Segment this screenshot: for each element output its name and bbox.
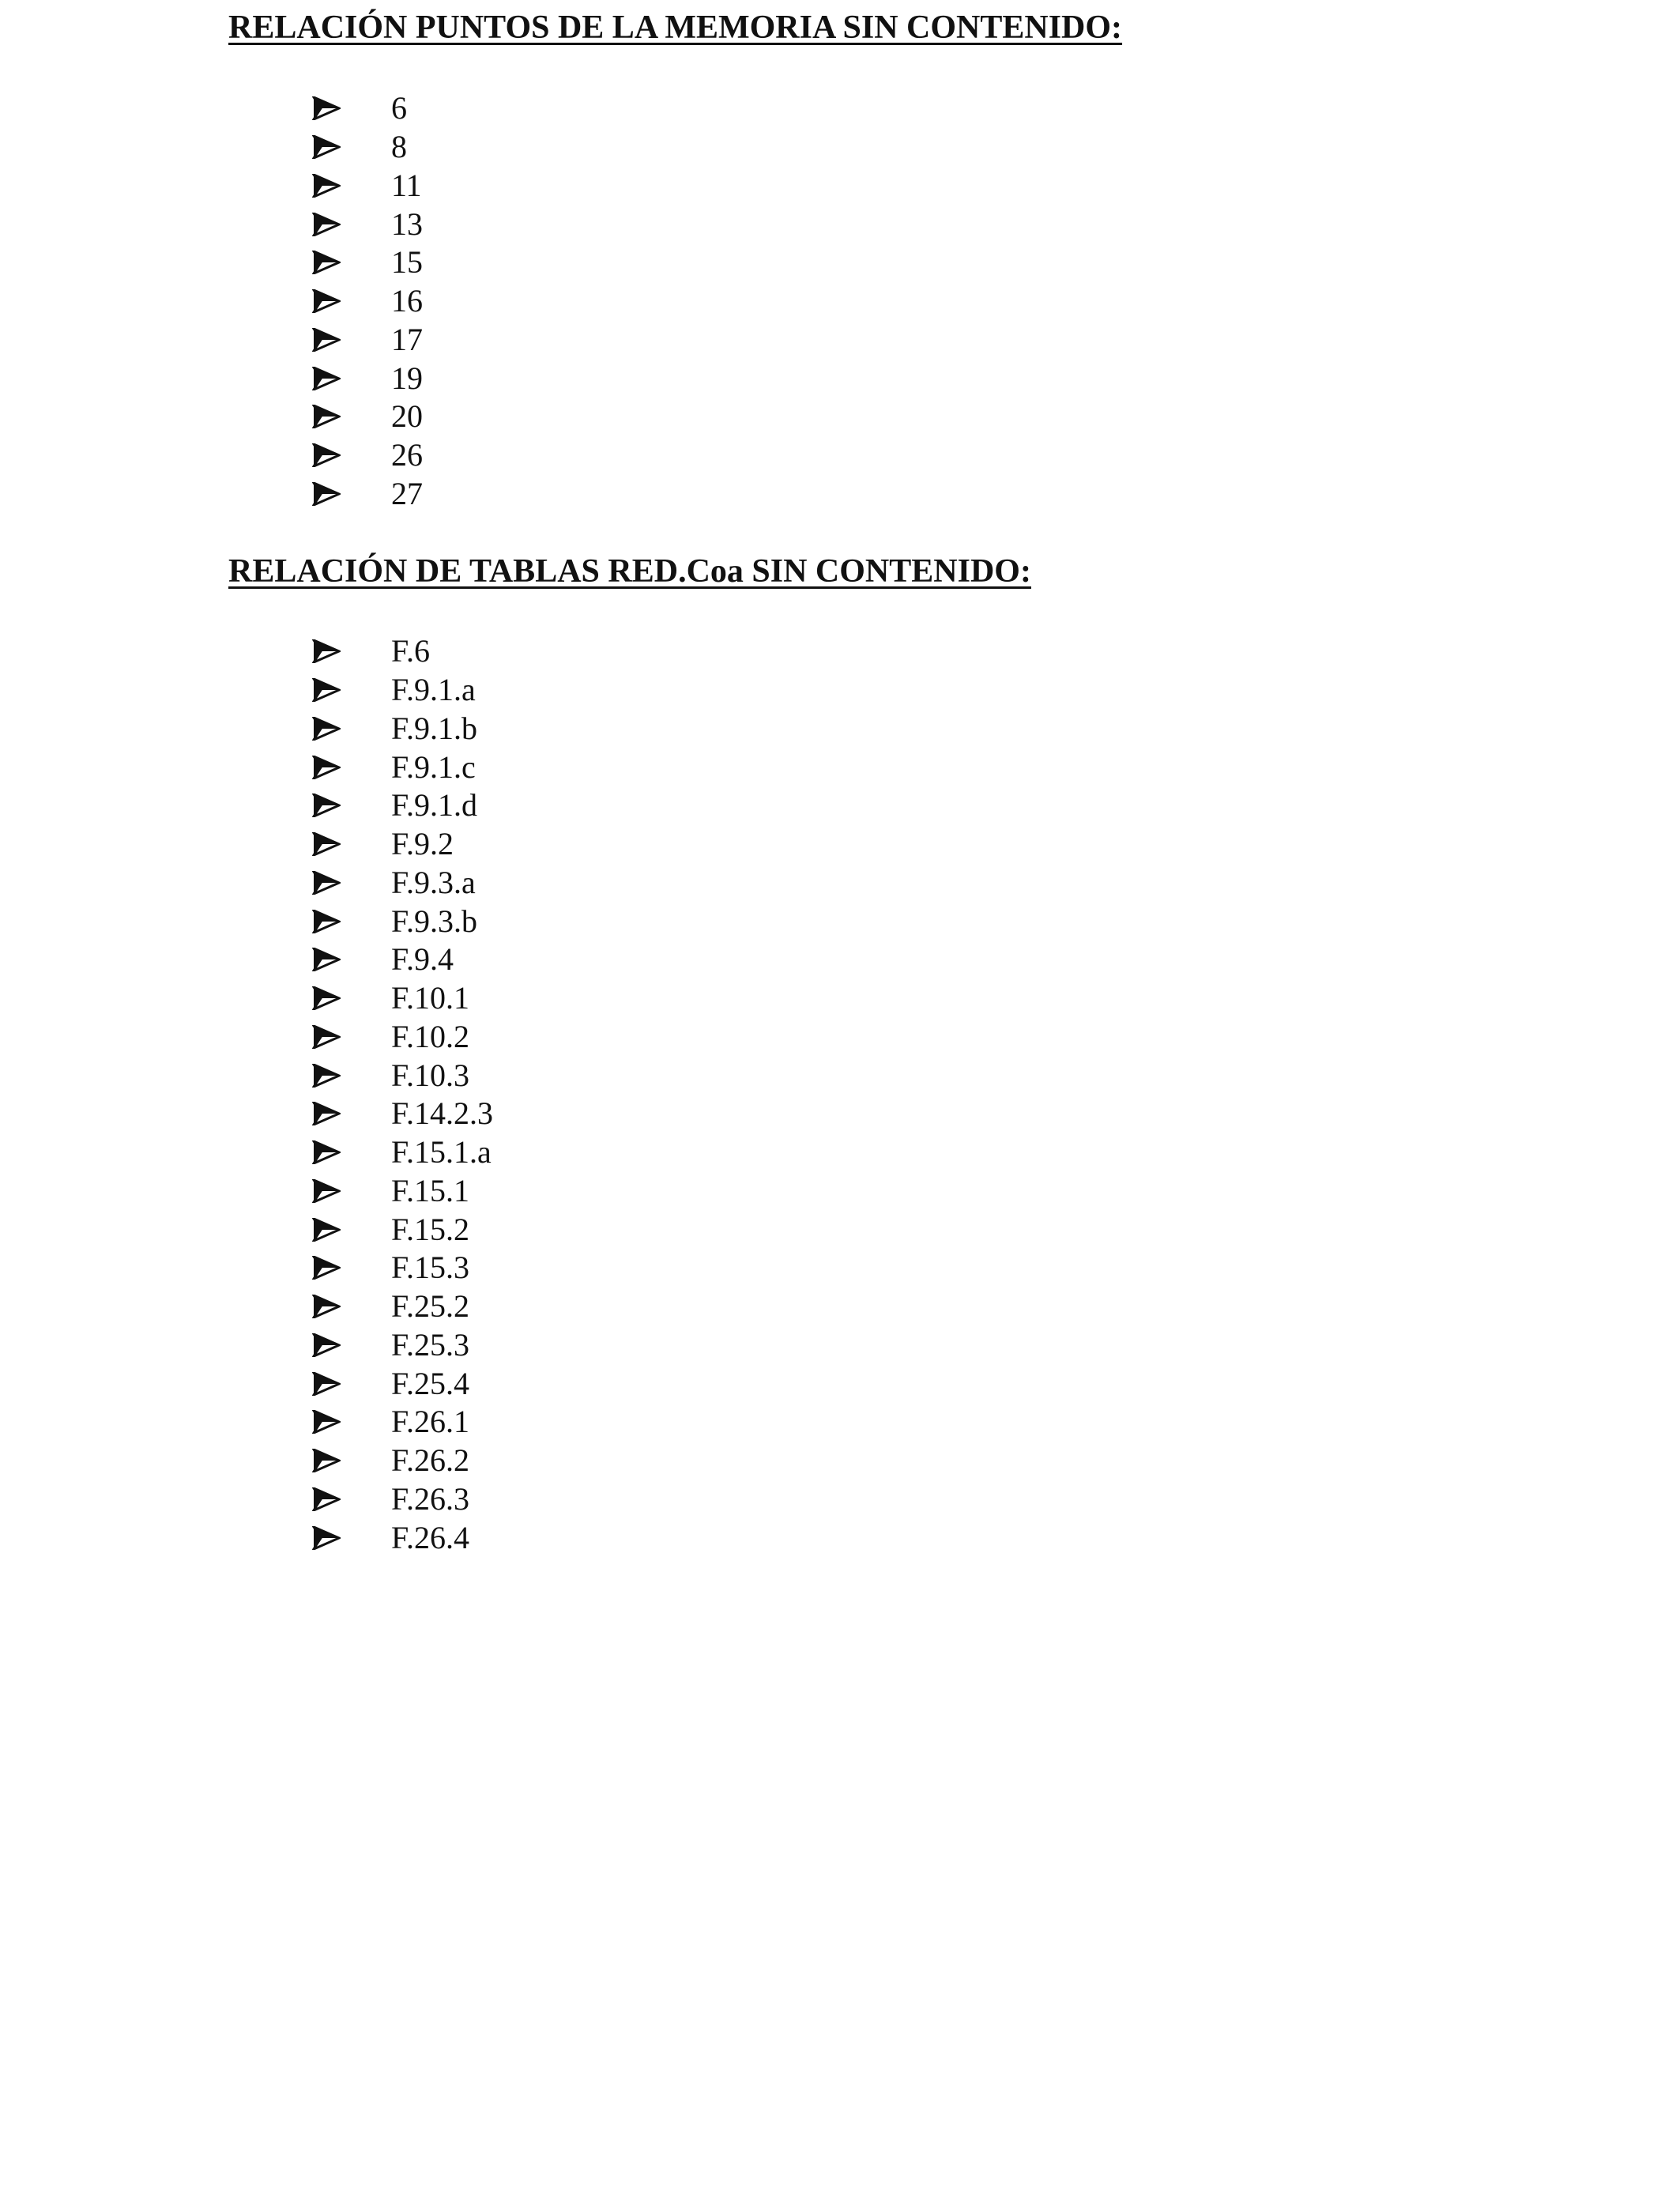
tablas-list <box>312 632 493 1557</box>
arrowhead-bullet-icon <box>312 678 341 702</box>
list-item-text: F.9.1.b <box>391 710 478 746</box>
list-item-text: F.9.2 <box>391 826 454 862</box>
arrowhead-bullet-icon <box>312 986 341 1010</box>
list-item-text: 11 <box>391 167 422 203</box>
arrowhead-bullet-icon <box>312 367 341 390</box>
list-item <box>312 825 493 864</box>
list-item-text: F.26.3 <box>391 1480 470 1517</box>
list-item-text: F.26.4 <box>391 1519 470 1555</box>
list-item <box>312 1133 493 1172</box>
list-item <box>312 671 493 710</box>
list-item-text: 19 <box>391 360 423 396</box>
list-item-text: F.9.4 <box>391 941 454 978</box>
arrowhead-bullet-icon <box>312 482 341 506</box>
arrowhead-bullet-icon <box>312 1064 341 1088</box>
list-item <box>312 710 493 748</box>
arrowhead-bullet-icon <box>312 910 341 933</box>
list-item <box>312 1480 493 1519</box>
list-item-text: F.10.2 <box>391 1018 470 1054</box>
list-item-text: F.9.3.a <box>391 864 476 900</box>
list-item <box>312 1518 493 1557</box>
arrowhead-bullet-icon <box>312 96 341 120</box>
list-item <box>312 1403 493 1442</box>
list-item <box>312 902 493 941</box>
list-item-text: 20 <box>391 398 423 435</box>
list-item-text: F.9.1.c <box>391 748 476 785</box>
list-item <box>312 128 423 167</box>
list-item <box>312 1326 493 1365</box>
arrowhead-bullet-icon <box>312 1025 341 1049</box>
arrowhead-bullet-icon <box>312 1526 341 1550</box>
list-item-text: 15 <box>391 244 423 281</box>
list-item <box>312 1442 493 1480</box>
memoria-points-list <box>312 89 423 513</box>
arrowhead-bullet-icon <box>312 213 341 236</box>
arrowhead-bullet-icon <box>312 135 341 159</box>
list-item-text: F.14.2.3 <box>391 1095 494 1132</box>
list-item <box>312 282 423 321</box>
list-item-text: 13 <box>391 205 423 242</box>
list-item <box>312 941 493 979</box>
list-item-text: F.6 <box>391 633 431 669</box>
list-item-text: F.26.2 <box>391 1442 470 1479</box>
list-item-text: F.26.1 <box>391 1404 470 1440</box>
list-item-text: F.25.4 <box>391 1365 470 1401</box>
arrowhead-bullet-icon <box>312 1333 341 1357</box>
list-item <box>312 167 423 205</box>
list-item-text: F.9.1.d <box>391 787 478 824</box>
list-item <box>312 1287 493 1326</box>
list-item-text: 8 <box>391 129 407 165</box>
list-item <box>312 321 423 360</box>
list-item <box>312 359 423 398</box>
arrowhead-bullet-icon <box>312 794 341 817</box>
list-item <box>312 436 423 475</box>
arrowhead-bullet-icon <box>312 328 341 352</box>
list-item-text: 6 <box>391 90 407 126</box>
list-item <box>312 1095 493 1133</box>
arrowhead-bullet-icon <box>312 174 341 198</box>
list-item <box>312 1364 493 1403</box>
arrowhead-bullet-icon <box>312 1218 341 1242</box>
arrowhead-bullet-icon <box>312 832 341 856</box>
list-item-text: 26 <box>391 437 423 473</box>
arrowhead-bullet-icon <box>312 405 341 428</box>
list-item-text: 17 <box>391 321 423 357</box>
list-item <box>312 475 423 514</box>
list-item <box>312 979 493 1018</box>
list-item <box>312 205 423 243</box>
list-item-text: F.15.1 <box>391 1172 470 1208</box>
arrowhead-bullet-icon <box>312 1410 341 1434</box>
arrowhead-bullet-icon <box>312 1179 341 1203</box>
arrowhead-bullet-icon <box>312 1487 341 1511</box>
list-item-text: F.15.3 <box>391 1250 470 1286</box>
list-item-text: F.9.1.a <box>391 672 476 708</box>
list-item <box>312 748 493 786</box>
list-item <box>312 89 423 128</box>
arrowhead-bullet-icon <box>312 871 341 895</box>
arrowhead-bullet-icon <box>312 717 341 741</box>
arrowhead-bullet-icon <box>312 251 341 274</box>
list-item <box>312 243 423 282</box>
list-item-text: 27 <box>391 475 423 511</box>
list-item-text: F.25.2 <box>391 1288 470 1325</box>
arrowhead-bullet-icon <box>312 443 341 467</box>
list-item-text: F.10.3 <box>391 1057 470 1093</box>
arrowhead-bullet-icon <box>312 1140 341 1164</box>
list-item <box>312 1249 493 1287</box>
list-item <box>312 1018 493 1057</box>
arrowhead-bullet-icon <box>312 1449 341 1472</box>
list-item <box>312 1210 493 1249</box>
list-item <box>312 632 493 671</box>
arrowhead-bullet-icon <box>312 1295 341 1318</box>
list-item-text: F.9.3.b <box>391 903 478 939</box>
list-item <box>312 864 493 903</box>
arrowhead-bullet-icon <box>312 1102 341 1125</box>
tablas-section-heading: RELACIÓN DE TABLAS RED.Coa SIN CONTENIDO: <box>228 553 1031 590</box>
arrowhead-bullet-icon <box>312 948 341 971</box>
list-item-text: F.15.2 <box>391 1211 470 1247</box>
arrowhead-bullet-icon <box>312 756 341 779</box>
list-item-text: F.10.1 <box>391 980 470 1016</box>
list-item-text: 16 <box>391 283 423 319</box>
arrowhead-bullet-icon <box>312 639 341 663</box>
list-item <box>312 786 493 825</box>
list-item <box>312 1172 493 1211</box>
arrowhead-bullet-icon <box>312 1372 341 1396</box>
list-item <box>312 398 423 436</box>
list-item-text: F.25.3 <box>391 1326 470 1363</box>
list-item-text: F.15.1.a <box>391 1134 492 1171</box>
memoria-section-heading: RELACIÓN PUNTOS DE LA MEMORIA SIN CONTENIDO: <box>228 9 1123 46</box>
list-item <box>312 1056 493 1095</box>
arrowhead-bullet-icon <box>312 1256 341 1280</box>
arrowhead-bullet-icon <box>312 289 341 313</box>
